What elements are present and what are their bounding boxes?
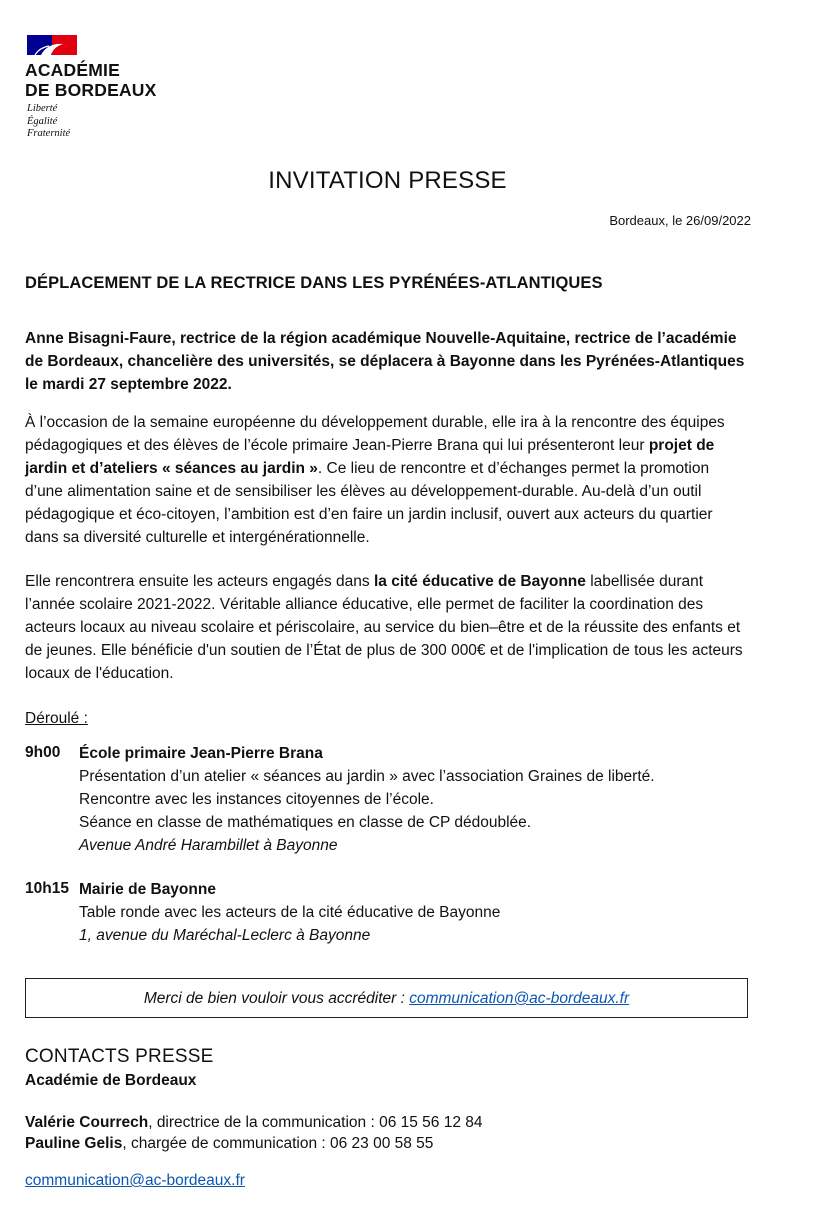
contact-details: , directrice de la communication : 06 15 56 12 84: [148, 1114, 483, 1131]
schedule-item: [79, 742, 749, 857]
contact-person: [25, 1135, 433, 1153]
paragraph-text: Elle rencontrera ensuite les acteurs engagés dans: [25, 573, 374, 590]
schedule-item-line: Rencontre avec les instances citoyennes de l’école.: [79, 791, 434, 808]
contacts-title: CONTACTS PRESSE: [25, 1046, 214, 1067]
contact-name: Valérie Courrech: [25, 1114, 149, 1131]
document-title: INVITATION PRESSE: [268, 167, 507, 194]
document-date: Bordeaux, le 26/09/2022: [609, 213, 751, 228]
paragraph-emphasis: projet de jardin et d’ateliers « séances au jardin »: [25, 437, 715, 477]
marianne-flag-logo: [27, 35, 77, 55]
org-name-line2: DE BORDEAUX: [25, 80, 157, 100]
contact-email-link[interactable]: communication@ac-bordeaux.fr: [25, 1172, 245, 1189]
org-name: [25, 60, 157, 100]
schedule-item-line: Séance en classe de mathématiques en classe de CP dédoublée.: [79, 814, 532, 831]
accreditation-text: Merci de bien vouloir vous accréditer :: [143, 990, 410, 1007]
paragraph-text: . Ce lieu de rencontre et d’échanges permet la promotion d’une alimentation saine et de sensibiliser les élèves au développement-durable. Au-delà d’un outil pédagogique et éco-citoyen, l’ambition est d’en faire un jardin inclusif, ouvert aux acteurs du quartier dans sa diversité culturelle et intergénérationnelle.: [25, 460, 713, 546]
contacts-org: Académie de Bordeaux: [25, 1072, 197, 1089]
intro-paragraph: Anne Bisagni-Faure, rectrice de la région académique Nouvelle-Aquitaine, rectrice de l’académie de Bordeaux, chancelière des universités, se déplacera à Bayonne dans les Pyrénées-Atlantiques le mardi 27 septembre 2022.: [25, 330, 745, 393]
schedule-item: [79, 878, 749, 947]
paragraph-text: À l’occasion de la semaine européenne du développement durable, elle ira à la rencontre des équipes pédagogiques et des élèves de l’école primaire Jean-Pierre Brana qui lui présenteront leur: [25, 414, 725, 454]
contact-details: , chargée de communication : 06 23 00 58 55: [122, 1135, 434, 1152]
contact-person: [25, 1114, 483, 1132]
schedule-item-title: École primaire Jean-Pierre Brana: [79, 745, 323, 762]
motto-line: Fraternité: [27, 128, 71, 139]
paragraph-text: labellisée durant l’année scolaire 2021-2022. Véritable alliance éducative, elle permet de faciliter la coordination des acteurs locaux au niveau scolaire et périscolaire, au service du bien–être et de la réussite des enfants et de jeunes. Elle bénéficie d'un soutien de l’État de plus de 300 000€ et de l'implication de tous les acteurs locaux de l'éducation.: [25, 573, 743, 682]
motto-line: Égalité: [27, 115, 58, 127]
contact-name: Pauline Gelis: [25, 1135, 123, 1152]
schedule-item-address: 1, avenue du Maréchal-Leclerc à Bayonne: [79, 927, 371, 944]
schedule-time: 10h15: [25, 880, 69, 897]
schedule-item-address: Avenue André Harambillet à Bayonne: [79, 837, 338, 854]
accreditation-email-link[interactable]: communication@ac-bordeaux.fr: [409, 990, 630, 1007]
paragraph-emphasis: la cité éducative de Bayonne: [373, 573, 586, 590]
motto-line: Liberté: [27, 103, 58, 114]
schedule-label: Déroulé :: [25, 710, 88, 727]
schedule-item-line: Table ronde avec les acteurs de la cité éducative de Bayonne: [79, 904, 501, 921]
paragraph-cite-educative: [25, 570, 750, 685]
republic-motto: [27, 103, 70, 141]
section-heading: DÉPLACEMENT DE LA RECTRICE DANS LES PYRÉNÉES-ATLANTIQUES: [25, 274, 603, 292]
schedule-item-line: Présentation d’un atelier « séances au jardin » avec l’association Graines de liberté.: [79, 768, 655, 785]
schedule-item-title: Mairie de Bayonne: [79, 881, 216, 898]
schedule-time: 9h00: [25, 744, 61, 761]
accreditation-box: [25, 978, 748, 1018]
paragraph-garden-project: [25, 411, 750, 549]
org-name-line1: ACADÉMIE: [25, 60, 120, 80]
